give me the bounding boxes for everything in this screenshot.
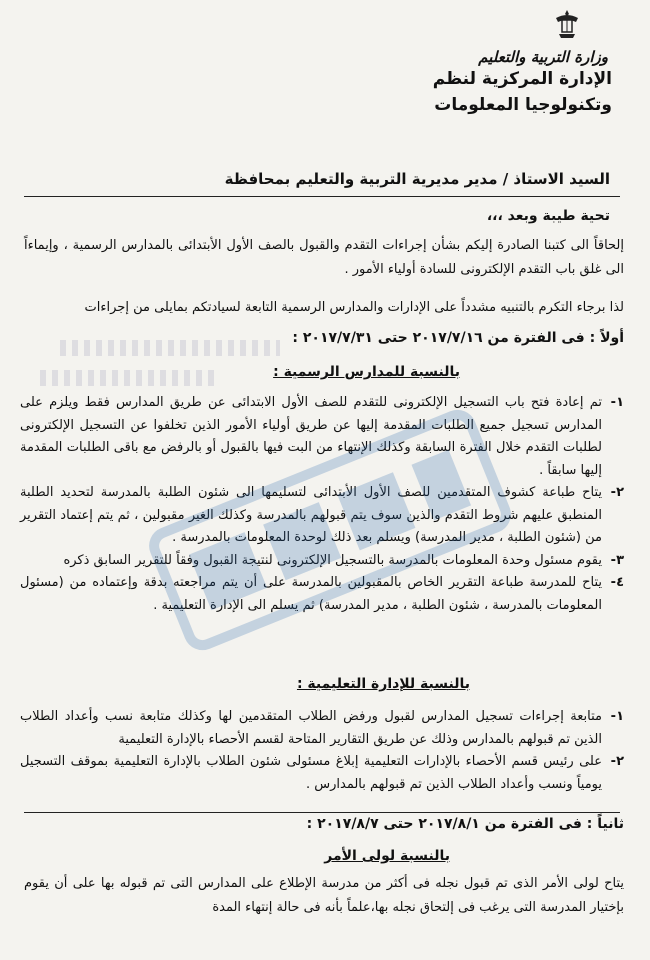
item-number: ١- (610, 395, 624, 410)
period-1-heading: أولاً : فى الفترة من ٢٠١٧/٧/١٦ حتى ٢٠١٧/٧/٣١ : (292, 330, 624, 346)
divider (24, 812, 620, 813)
scan-noise (40, 370, 220, 386)
edu-admin-list (20, 706, 624, 796)
official-schools-list (20, 392, 624, 617)
edu-admin-heading: بالنسبة للإدارة التعليمية : (296, 676, 470, 692)
request-paragraph: لذا برجاء التكرم بالتنبيه مشدداً على الإدارات والمدارس الرسمية التابعة لسيادتكم بمايلى من إجراءات (84, 300, 624, 315)
guardian-heading: بالنسبة لولى الأمر (324, 848, 450, 864)
list-item (20, 550, 624, 573)
official-schools-heading: بالنسبة للمدارس الرسمية : (273, 364, 460, 380)
ministry-name: وزارة التربية والتعليم (478, 48, 608, 66)
list-item (20, 482, 624, 550)
list-item (20, 706, 624, 751)
list-item (20, 751, 624, 796)
intro-paragraph: إلحاقاً الى كتبنا الصادرة إليكم بشأن إجراءات التقدم والقبول بالصف الأول الأبتدائى بالمدارس الرسمية ، وإيماءاً الى غلق باب التقدم الإلكترونى للسادة أولياء الأمور . (24, 238, 624, 277)
item-text: يتاح للمدرسة طباعة التقرير الخاص بالمقبولين بالمدرسة على أن يتم مراجعته بدقة وإعتماده من (مسئول المعلومات بالمدرسة ، شئون الطلبة ، مدير المدرسة) ثم يسلم الى الإدارة التعليمية . (20, 575, 602, 613)
addressee-line: السيد الاستاذ / مدير مديرية التربية والتعليم بمحافظة (224, 170, 610, 188)
item-text: يتاح طباعة كشوف المتقدمين للصف الأول الأبتدائى لتسليمها الى شئون الطلبة بالمدرسة لتحديد الطلبة المنطبق عليهم شروط التقدم والذين سوف يتم قبولهم بالمدرسة وكذلك الغير مقبولين ، ثم يتم إعتماد التقرير من (شئون الطلبة ، مدير المدرسة) ويسلم بعد ذلك لوحدة المعلومات بالمدرسة . (20, 485, 602, 545)
list-item (20, 572, 624, 617)
item-number: ١- (610, 709, 624, 724)
item-number: ٢- (610, 485, 624, 500)
guardian-paragraph: يتاح لولى الأمر الذى تم قبول نجله فى أكثر من مدرسة الإطلاع على المدارس التى تم قبوله بها على أن يقوم بإختيار المدرسة التى يرغب فى إلتحاق نجله بها،علماً بأنه فى حالة إنتهاء المدة (24, 876, 624, 915)
period-2-heading: ثانياً : فى الفترة من ٢٠١٧/٨/١ حتى ٢٠١٧/٨/٧ : (306, 816, 624, 832)
item-number: ٤- (610, 575, 624, 590)
list-item (20, 392, 624, 482)
item-number: ٢- (610, 754, 624, 769)
scan-noise (60, 340, 280, 356)
item-text: متابعة إجراءات تسجيل المدارس لقبول ورفض الطلاب المتقدمين لها وكذلك متابعة نسب وأعداد الطلاب الذين تم قبولهم بالمدارس وذلك عن طريق التقارير المتاحة لقسم الأحصاء بالإدارة التعليمية (20, 709, 602, 747)
item-text: يقوم مسئول وحدة المعلومات بالمدرسة بالتسجيل الإلكترونى لنتيجة القبول وفقاً للتقرير السابق ذكره (63, 552, 602, 568)
item-number: ٣- (610, 552, 624, 568)
greeting: تحية طيبة وبعد ،،، (486, 208, 610, 224)
eagle-emblem-icon (552, 8, 582, 42)
divider (24, 196, 620, 197)
letterhead (402, 8, 612, 118)
department-line-2: وتكنولوجيا المعلومات (434, 95, 612, 115)
item-text: تم إعادة فتح باب التسجيل الإلكترونى للتقدم للصف الأول الابتدائى عن طريق المدارس فقط ويلزم على المدارس تسجيل جميع الطلبات المقدمة إليها عن طريق أولياء الأمور الذين تخلفوا عن التسجيل الإلكترونى لطلبات التقدم خلال الفترة السابقة وكذلك الإنتهاء من البت فيها بالقبول أو بالرفض مع باقى الطلبات المقدمة إليها سابقاً . (20, 395, 602, 478)
item-text: على رئيس قسم الأحصاء بالإدارات التعليمية إبلاغ مسئولى شئون الطلاب بالإدارة التعليمية بموقف التسجيل يومياً ونسب وأعداد الطلاب الذين تم قبولهم بالمدارس . (20, 754, 602, 792)
department-line-1: الإدارة المركزية لنظم (432, 69, 612, 89)
